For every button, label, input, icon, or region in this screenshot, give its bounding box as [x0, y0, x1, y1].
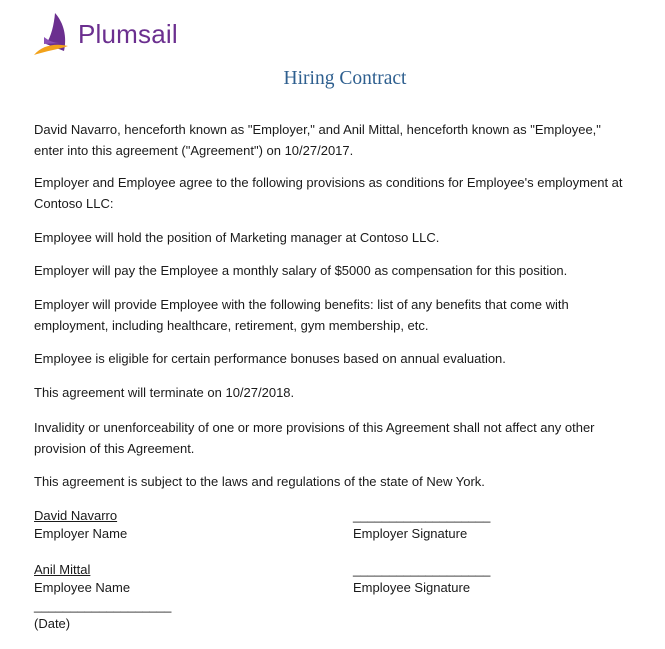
- brand-name: Plumsail: [78, 18, 178, 49]
- date-line: ___________________: [34, 598, 172, 613]
- paragraph-salary: [34, 260, 654, 281]
- paragraph-line: Employer will pay the Employee a monthly salary of $5000 as compensation for this position.: [34, 263, 568, 278]
- sail-logo-icon: [34, 11, 72, 57]
- paragraph-parties: [34, 119, 654, 161]
- paragraph-line: enter into this agreement ("Agreement") on 10/27/2017.: [34, 143, 354, 158]
- employee-signature-line: ___________________: [353, 562, 491, 577]
- document-title: Hiring Contract: [283, 68, 407, 89]
- paragraph-line: Invalidity or unenforceability of one or more provisions of this Agreement shall not affect any other: [34, 420, 595, 435]
- employer-name-value: David Navarro: [34, 508, 118, 523]
- plumsail-logo: [34, 11, 178, 57]
- paragraph-position: [34, 227, 654, 248]
- paragraph-line: Contoso LLC:: [34, 196, 114, 211]
- employee-name-value: Anil Mittal: [34, 562, 91, 577]
- paragraph-bonuses: [34, 348, 654, 369]
- employer-name-label: Employer Name: [34, 526, 128, 541]
- paragraph-line: Employee will hold the position of Marketing manager at Contoso LLC.: [34, 230, 440, 245]
- employer-signature-line: ___________________: [353, 508, 491, 523]
- paragraph-severability: [34, 417, 654, 459]
- paragraph-line: employment, including healthcare, retirement, gym membership, etc.: [34, 318, 429, 333]
- paragraph-line: This agreement is subject to the laws and regulations of the state of New York.: [34, 474, 485, 489]
- paragraph-line: This agreement will terminate on 10/27/2018.: [34, 385, 295, 400]
- paragraph-termination: [34, 382, 654, 403]
- paragraph-line: Employer and Employee agree to the following provisions as conditions for Employee's employment at: [34, 175, 623, 190]
- paragraph-governing-law: [34, 471, 654, 492]
- paragraph-conditions: [34, 172, 654, 214]
- employer-signature-label: Employer Signature: [353, 526, 468, 541]
- paragraph-line: David Navarro, henceforth known as "Employer," and Anil Mittal, henceforth known as "Employee,": [34, 122, 601, 137]
- employee-signature-label: Employee Signature: [353, 580, 471, 595]
- paragraph-line: Employee is eligible for certain performance bonuses based on annual evaluation.: [34, 351, 506, 366]
- paragraph-line: provision of this Agreement.: [34, 441, 195, 456]
- paragraph-line: Employer will provide Employee with the following benefits: list of any benefits that come with: [34, 297, 569, 312]
- date-label: (Date): [34, 616, 71, 631]
- paragraph-benefits: [34, 294, 654, 336]
- employee-name-label: Employee Name: [34, 580, 131, 595]
